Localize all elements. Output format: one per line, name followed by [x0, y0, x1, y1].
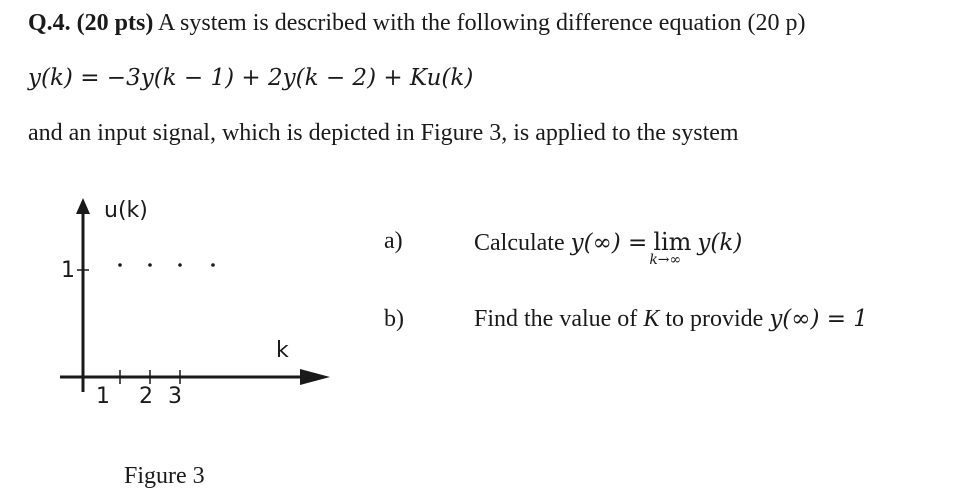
limit-operator — [649, 228, 692, 268]
y-axis-label: u(k) — [104, 198, 148, 223]
signal-dot — [148, 263, 152, 267]
signal-dot — [178, 263, 182, 267]
signal-dot — [118, 263, 122, 267]
part-a-text — [474, 228, 743, 268]
x-tick-label-3: 3 — [168, 384, 182, 409]
x-tick-label-1: 1 — [96, 384, 110, 409]
y-tick-label: 1 — [61, 258, 75, 283]
lim-text: lim — [653, 228, 692, 256]
equation-equals: = — [80, 65, 100, 91]
part-a-letter: a) — [384, 228, 403, 254]
y-axis-arrow — [76, 198, 90, 214]
intro-text: and an input signal, which is depicted in Figure 3, is applied to the system — [28, 120, 739, 146]
lim-subscript: k→∞ — [649, 252, 682, 268]
part-a-math: y(∞) = — [570, 230, 648, 256]
part-b-var: K — [643, 306, 660, 332]
part-b-math: y(∞) = 1 — [769, 306, 868, 332]
figure-caption: Figure 3 — [124, 463, 205, 489]
equation-lhs: y(k) — [28, 65, 73, 91]
part-b-instruction: Find the value of — [474, 306, 638, 332]
x-tick-label-2: 2 — [139, 384, 153, 409]
signal-dot — [211, 263, 215, 267]
part-b-letter: b) — [384, 306, 404, 332]
question-number: Q.4. — [28, 10, 71, 36]
part-b-text — [474, 306, 868, 333]
x-axis-label: k — [276, 338, 289, 363]
part-a-math-after: y(k) — [697, 230, 743, 256]
equation-rhs: −3y(k − 1) + 2y(k − 2) + Ku(k) — [106, 65, 474, 91]
question-points: (20 pts) — [76, 10, 154, 36]
question-statement: A system is described with the following difference equation (20 p) — [158, 10, 806, 36]
part-a-instruction: Calculate — [474, 230, 565, 256]
x-axis-arrow — [300, 369, 330, 385]
part-b-instruction-2: to provide — [665, 306, 764, 332]
